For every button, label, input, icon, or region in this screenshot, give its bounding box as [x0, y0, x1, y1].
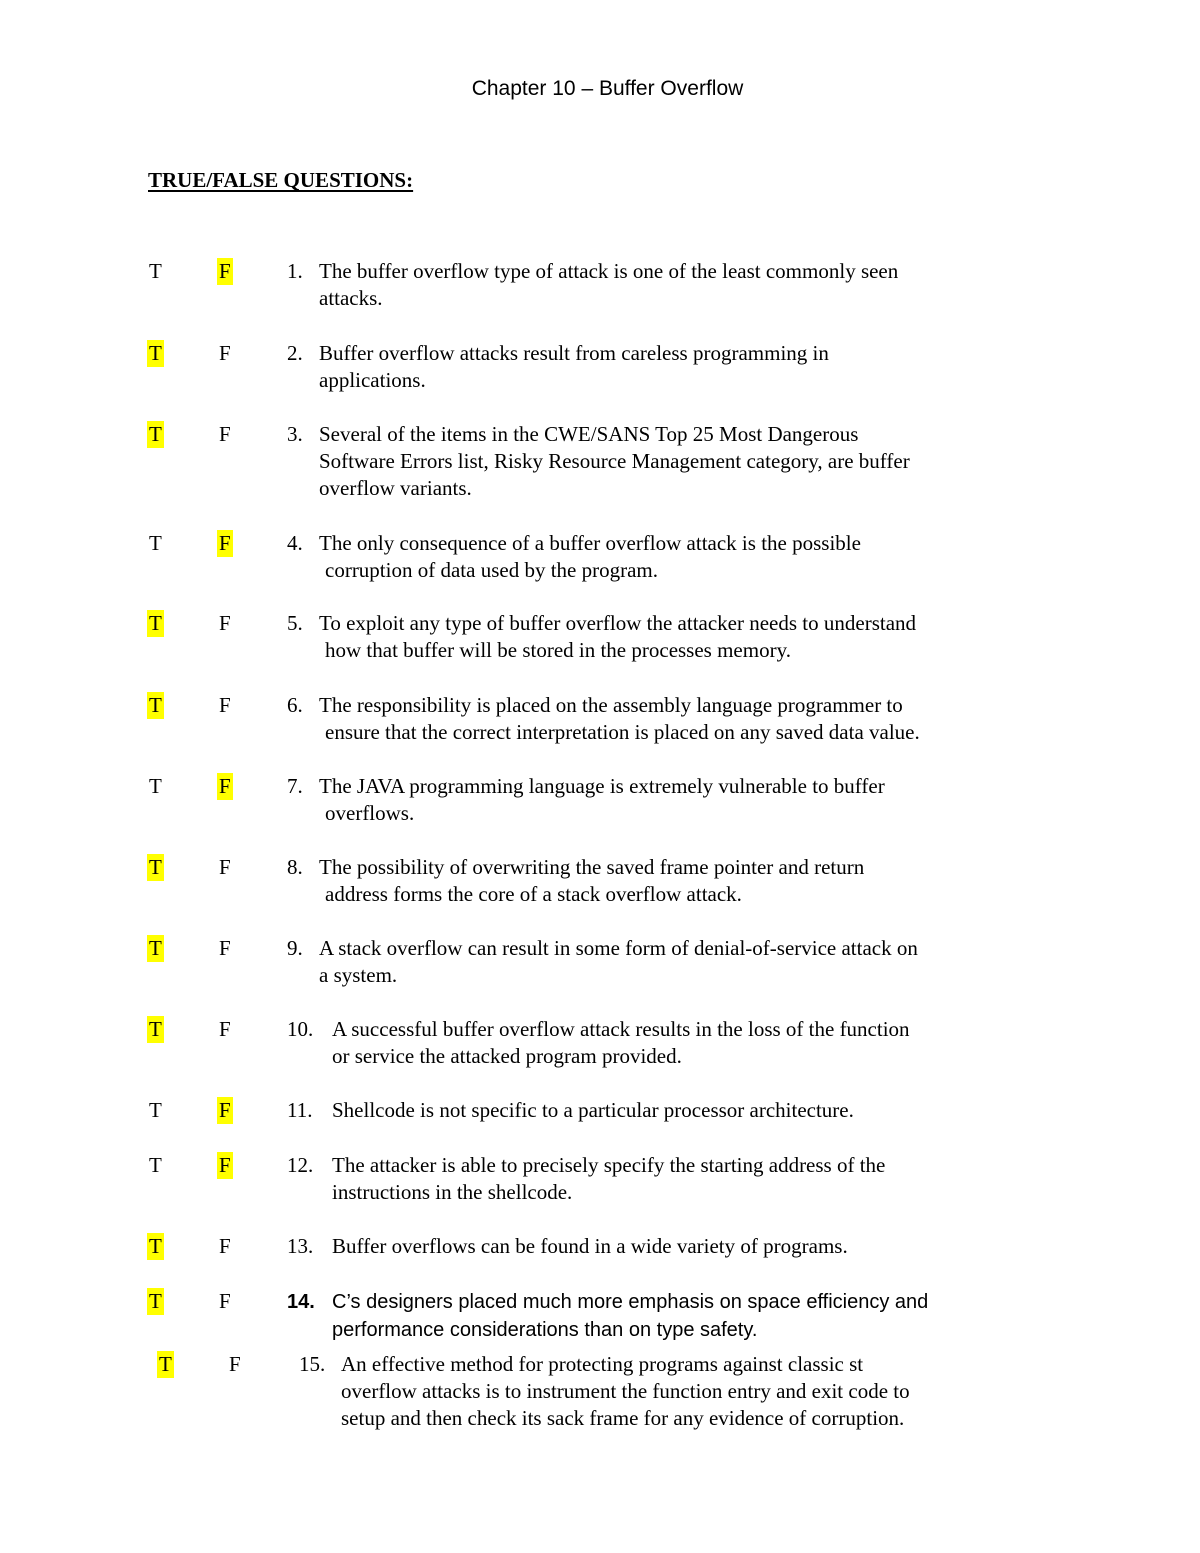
question-text-line: The buffer overflow type of attack is one of the least commonly seen	[319, 259, 899, 283]
question-text	[319, 773, 1009, 827]
question-text-line: Software Errors list, Risky Resource Management category, are buffer	[319, 449, 910, 473]
true-option: T	[149, 774, 162, 798]
false-option: F	[219, 936, 231, 960]
question-text-line: The responsibility is placed on the assembly language programmer to	[319, 693, 903, 717]
question-text-line: setup and then check its sack frame for any evidence of corruption.	[341, 1406, 905, 1430]
question-text	[341, 1351, 1031, 1432]
true-option: T	[149, 1017, 162, 1041]
question-text-line: ensure that the correct interpretation is placed on any saved data value.	[325, 720, 920, 744]
false-option: F	[219, 855, 231, 879]
question-number: 1.	[287, 259, 303, 283]
question-number: 15.	[299, 1352, 326, 1376]
false-option: F	[219, 1098, 231, 1122]
false-option: F	[219, 422, 231, 446]
question-text-line: overflow variants.	[319, 476, 472, 500]
false-option: F	[219, 1153, 231, 1177]
question-text-line: Shellcode is not specific to a particular processor architecture.	[332, 1098, 854, 1122]
true-option: T	[159, 1352, 172, 1376]
question-text	[332, 1152, 1022, 1206]
question-text	[319, 530, 1009, 584]
question-text-line: The attacker is able to precisely specify the starting address of the	[332, 1153, 886, 1177]
true-option: T	[149, 531, 162, 555]
question-text-line: attacks.	[319, 286, 383, 310]
question-number: 2.	[287, 341, 303, 365]
question-text-line: address forms the core of a stack overflow attack.	[325, 882, 742, 906]
question-text-line: An effective method for protecting programs against classic st	[341, 1352, 864, 1376]
true-option: T	[149, 1234, 162, 1258]
question-number: 14.	[287, 1291, 315, 1313]
true-option: T	[149, 259, 162, 283]
false-option: F	[219, 259, 231, 283]
false-option: F	[219, 1017, 231, 1041]
question-text-line: Buffer overflow attacks result from careless programming in	[319, 341, 829, 365]
question-text	[319, 692, 1009, 746]
question-number: 9.	[287, 936, 303, 960]
true-option: T	[149, 855, 162, 879]
question-number: 6.	[287, 693, 303, 717]
true-option: T	[149, 1098, 162, 1122]
question-number: 13.	[287, 1234, 314, 1258]
question-text-line: To exploit any type of buffer overflow the attacker needs to understand	[319, 611, 917, 635]
question-text	[319, 935, 1009, 989]
question-number: 5.	[287, 611, 303, 635]
question-text	[332, 1016, 1022, 1070]
question-text	[332, 1233, 1022, 1260]
question-text-line: corruption of data used by the program.	[325, 558, 658, 582]
true-option: T	[149, 611, 162, 635]
false-option: F	[219, 774, 231, 798]
question-text-line: The JAVA programming language is extremely vulnerable to buffer	[319, 774, 885, 798]
false-option: F	[219, 531, 231, 555]
question-text-line: A stack overflow can result in some form of denial-of-service attack on	[319, 936, 918, 960]
question-text	[319, 340, 1009, 394]
false-option: F	[219, 1289, 231, 1313]
false-option: F	[219, 1234, 231, 1258]
question-text	[319, 258, 1009, 312]
question-text-line: overflows.	[325, 801, 415, 825]
question-text-line: A successful buffer overflow attack results in the loss of the function	[332, 1017, 910, 1041]
true-option: T	[149, 422, 162, 446]
question-text-line: applications.	[319, 368, 426, 392]
question-text	[319, 421, 1009, 502]
question-number: 8.	[287, 855, 303, 879]
page-title: Chapter 10 – Buffer Overflow	[471, 77, 744, 100]
question-text	[332, 1097, 1022, 1124]
question-text-line: or service the attacked program provided.	[332, 1044, 682, 1068]
question-number: 3.	[287, 422, 303, 446]
question-text	[319, 854, 1009, 908]
question-number: 10.	[287, 1017, 314, 1041]
false-option: F	[219, 611, 231, 635]
false-option: F	[219, 693, 231, 717]
question-text-line: overflow attacks is to instrument the function entry and exit code to	[341, 1379, 910, 1403]
true-option: T	[149, 341, 162, 365]
false-option: F	[229, 1352, 241, 1376]
question-text-line: instructions in the shellcode.	[332, 1180, 573, 1204]
question-text-line: C’s designers placed much more emphasis on space efficiency and	[332, 1291, 929, 1313]
true-option: T	[149, 1289, 162, 1313]
section-heading: TRUE/FALSE QUESTIONS:	[148, 168, 414, 192]
true-option: T	[149, 693, 162, 717]
question-text	[319, 610, 1009, 664]
question-text-line: The possibility of overwriting the saved frame pointer and return	[319, 855, 865, 879]
true-option: T	[149, 1153, 162, 1177]
question-text-line: The only consequence of a buffer overflow attack is the possible	[319, 531, 861, 555]
question-text-line: a system.	[319, 963, 398, 987]
question-text-line: how that buffer will be stored in the processes memory.	[325, 638, 791, 662]
false-option: F	[219, 341, 231, 365]
question-text-line: performance considerations than on type safety.	[332, 1319, 758, 1341]
true-option: T	[149, 936, 162, 960]
question-text-line: Several of the items in the CWE/SANS Top 25 Most Dangerous	[319, 422, 859, 446]
question-number: 4.	[287, 531, 303, 555]
question-number: 7.	[287, 774, 303, 798]
question-number: 11.	[287, 1098, 313, 1122]
question-number: 12.	[287, 1153, 314, 1177]
question-text	[332, 1288, 1022, 1344]
question-text-line: Buffer overflows can be found in a wide variety of programs.	[332, 1234, 848, 1258]
